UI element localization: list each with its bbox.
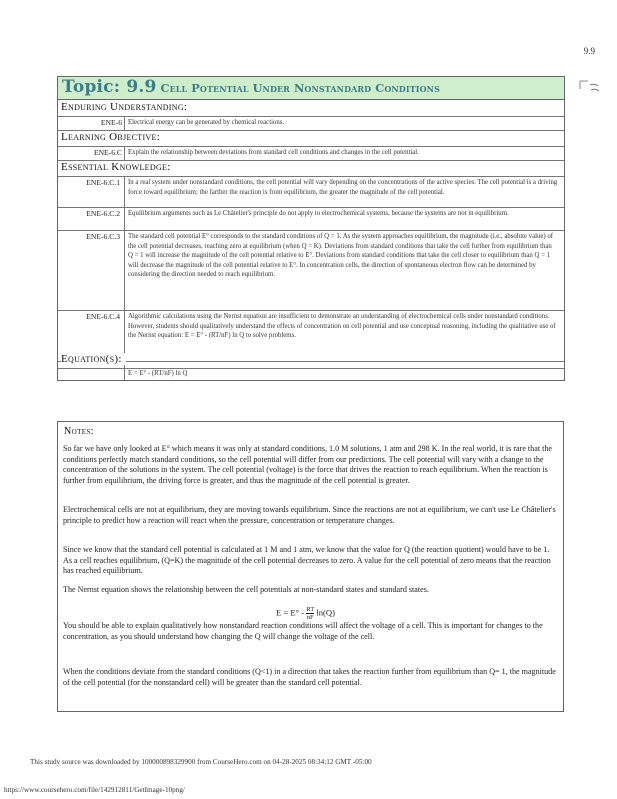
essential-knowledge-text: Algorithmic calculations using the Nernst equation are insufficient to demonstrate an understanding of electrochemical cells under nonstandard conditions. However, students should qualitatively understand the effects of concentration on cell potential and use conceptual reasoning, including the qualitative use of the Nernst equation: E = E° - (RT/nF) ln Q to solve problems. [128,313,556,339]
download-notice: This study source was downloaded by 100000898329900 from CourseHero.com on 04-28-2025 08:34:12 GMT -05:00 [30,758,372,766]
topic-header [58,77,564,100]
notes-box [57,421,564,712]
notes-paragraph: The Nernst equation shows the relationship between the cell potentials at non-standard states and standard states. [63,585,429,594]
equations-heading: Equation(s): [61,353,126,365]
notes-title: Notes: [64,426,94,437]
page-number: 9.9 [583,46,595,56]
essential-knowledge-text: Equilibrium arguments such as Le Châtelier's principle do not apply to electrochemical systems, because the systems are not in equilibrium. [128,210,509,217]
notes-paragraph: When the conditions deviate from the standard conditions (Q<1) in a direction that takes the reaction further from equilibrium than Q= 1, the magnitude of the cell potential (for the nonstandard cell) will be greater than the standard cell potential. [63,667,556,687]
notes-paragraph: So far we have only looked at E° which means it was only at standard conditions, 1.0 M solutions, 1 atm and 298 K. In the real world, it is rare that the conditions perfectly match standard conditions, so the cell potential will differ from our predictions. The cell potential will vary with a change to the concentration of the solutions in the system. The cell potential (voltage) is the force that drives the reaction to reach equilibrium. When the reaction is further from equilibrium, the driving force is greater, and thus the magnitude of the cell potential is greater. [63,444,552,485]
essential-knowledge-code: ENE-6.C.4 [86,312,120,321]
notes-paragraph: You should be able to explain qualitatively how nonstandard reaction conditions will affect the voltage of a cell. This is important for changes to the concentration, as you should understand how changing the Q will change the voltage of the cell. [63,621,543,641]
formula-denominator: nF [306,614,314,621]
learning-objective-code: ENE-6.C [93,148,122,157]
enduring-understanding-text: Electrical energy can be generated by chemical reactions. [128,119,285,126]
essential-knowledge-heading: Essential Knowledge: [61,161,171,173]
essential-knowledge-text: In a real system under nonstandard conditions, the cell potential will vary depending on the concentrations of the active species. The cell potential is a driving force toward equilibrium; the farther the reaction is from equilibrium, the greater the magnitude of the cell potential. [128,179,558,196]
essential-knowledge-code: ENE-6.C.1 [86,178,120,187]
enduring-understanding-code: ENE-6 [100,118,122,127]
notes-paragraph: Electrochemical cells are not at equilibrium, they are moving towards equilibrium. Since the reactions are not at equilibrium, we can't use Le Châtelier's principle to predict how a reaction will react when the pressure, concentration or temperature changes. [63,505,556,525]
topic-title: Cell Potential Under Nonstandard Conditions [160,81,440,95]
essential-knowledge-text: The standard cell potential E° corresponds to the standard conditions of Q = 1. As the system approaches equilibrium, the magnitude (i.e., absolute value) of the cell potential decreases, reaching zero at equilibrium (when Q = K). Deviations from standard conditions that take the cell further from equilibrium than Q = 1 will increase the magnitude of the cell potential relative to E°. Deviations from standard conditions that take the cell closer to equilibrium than Q = 1 will decrease the magnitude of the cell potential relative to E°. In concentration cells, the direction of spontaneous electron flow can be determined by considering the direction needed to reach equilibrium. [128,233,554,278]
source-url[interactable]: https://www.coursehero.com/file/142912811/GetImage-10png/ [4,786,185,794]
formula-fraction [306,606,314,621]
learning-objective-text: Explain the relationship between deviations from standard cell conditions and changes in the cell potential. [128,149,419,156]
formula-numerator: RT [306,606,315,613]
enduring-understanding-heading: Enduring Understanding: [61,101,188,113]
topic-prefix: Topic: 9.9 [62,77,157,97]
nernst-formula [276,606,335,621]
essential-knowledge-code: ENE-6.C.3 [86,232,120,241]
formula-rhs: ln(Q) [316,607,335,618]
notes-paragraph: Since we know that the standard cell potential is calculated at 1 M and 1 atm, we know that the value for Q (the reaction quotient) would have to be 1. As a cell reaches equilibrium, (Q=K) the magnitude of the cell potential decreases to zero. A value for the cell potential of zero means that the reaction has reached equilibrium. [63,545,551,576]
equation-text: E = E° - (RT/nF) ln Q [128,370,188,377]
topic-table [57,76,565,381]
essential-knowledge-code: ENE-6.C.2 [86,209,120,218]
formula-lhs: E = E° - [276,607,305,618]
bookmark-icon [578,80,602,96]
learning-objective-heading: Learning Objective: [61,131,161,143]
